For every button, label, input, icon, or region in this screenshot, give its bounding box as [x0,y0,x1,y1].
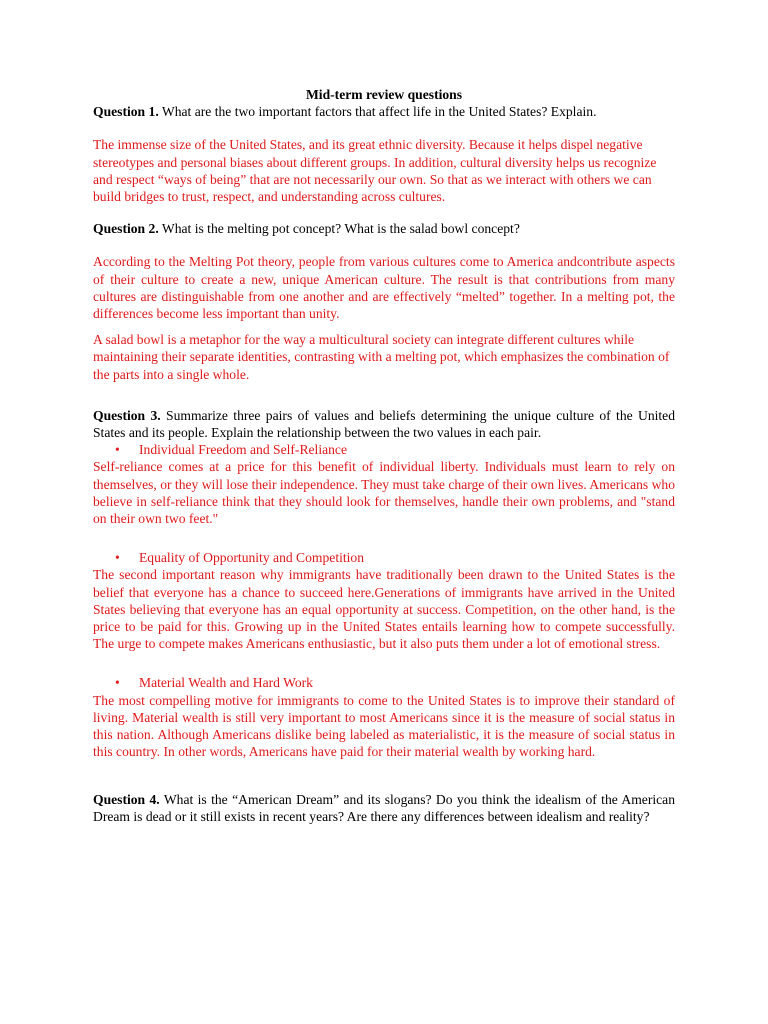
question-1 [93,103,675,120]
bullet-icon: • [115,675,120,691]
bullet-icon: • [115,550,120,566]
question-4-label: Question 4. [93,791,160,807]
bullet-item-2-heading: Equality of Opportunity and Competition [139,550,365,566]
bullet-icon: • [115,442,120,458]
question-2 [93,220,675,237]
answer-1: The immense size of the United States, and its great ethnic diversity. Because it helps dispel negative stereotypes and personal biases about different groups. In addition, cultural diversity helps us recognize and respect “ways of being” that are not necessarily our own. So that as we interact with others we can build bridges to trust, respect, and understanding across cultures. [93,137,657,205]
question-1-label: Question 1. [93,104,159,120]
bullet-item-3 [93,674,675,691]
question-2-label: Question 2. [93,221,159,237]
bullet-item-3-body: The most compelling motive for immigrants to come to the United States is to improve their standard of living. Material wealth is still very important to most Americans since it is the measure of social status in this nation. Although Americans dislike being labeled as materialistic, it is the measure of social status in this country. In other words, Americans have paid for their material wealth by working hard. [93,692,675,760]
document-title: Mid-term review questions [305,87,463,102]
question-1-text: What are the two important factors that affect life in the United States? Explain. [158,104,597,120]
question-3-text: Summarize three pairs of values and beliefs determining the unique culture of the United States and its people. Explain the relationship between the two values in each pair. [93,407,675,441]
bullet-item-2 [93,549,675,566]
document-page [93,86,675,825]
answer-2-melting-pot: According to the Melting Pot theory, people from various cultures come to America andcontribute aspects of their culture to create a new, unique American culture. The result is that contributions from many cultures are distinguishable from one another and are effectively “melted” together. In a melting pot, the differences become less important than unity. [93,254,675,322]
bullet-item-3-heading: Material Wealth and Hard Work [139,675,313,691]
answer-2-salad-bowl: A salad bowl is a metaphor for the way a multicultural society can integrate different cultures while maintaining their separate identities, contrasting with a melting pot, which emphasizes the combination of the parts into a single whole. [93,332,670,382]
question-3 [93,407,675,441]
bullet-item-2-body: The second important reason why immigrants have traditionally been drawn to the United States is the belief that everyone has a chance to succeed here.Generations of immigrants have arrived in the United States believing that everyone has an equal opportunity at success. Competition, on the other hand, is the price to be paid for this. Growing up in the United States entails learning how to compete successfully. The urge to compete makes Americans enthusiastic, but it also puts them under a lot of emotional stress. [93,567,675,652]
bullet-item-1-heading: Individual Freedom and Self-Reliance [139,442,347,458]
question-4 [93,791,675,825]
question-3-label: Question 3. [93,407,161,423]
question-4-text: What is the “American Dream” and its slogans? Do you think the idealism of the American Dream is dead or it still exists in recent years? Are there any differences between idealism and reality? [93,791,675,824]
bullet-item-1 [93,441,675,458]
bullet-item-1-body: Self-reliance comes at a price for this benefit of individual liberty. Individuals must learn to rely on themselves, or they will lose their independence. They must take charge of their own lives. Americans who believe in self-reliance think that they should look for themselves, handle their own problems, and "stand on their own two feet." [93,459,675,527]
question-2-text: What is the melting pot concept? What is the salad bowl concept? [158,221,520,237]
